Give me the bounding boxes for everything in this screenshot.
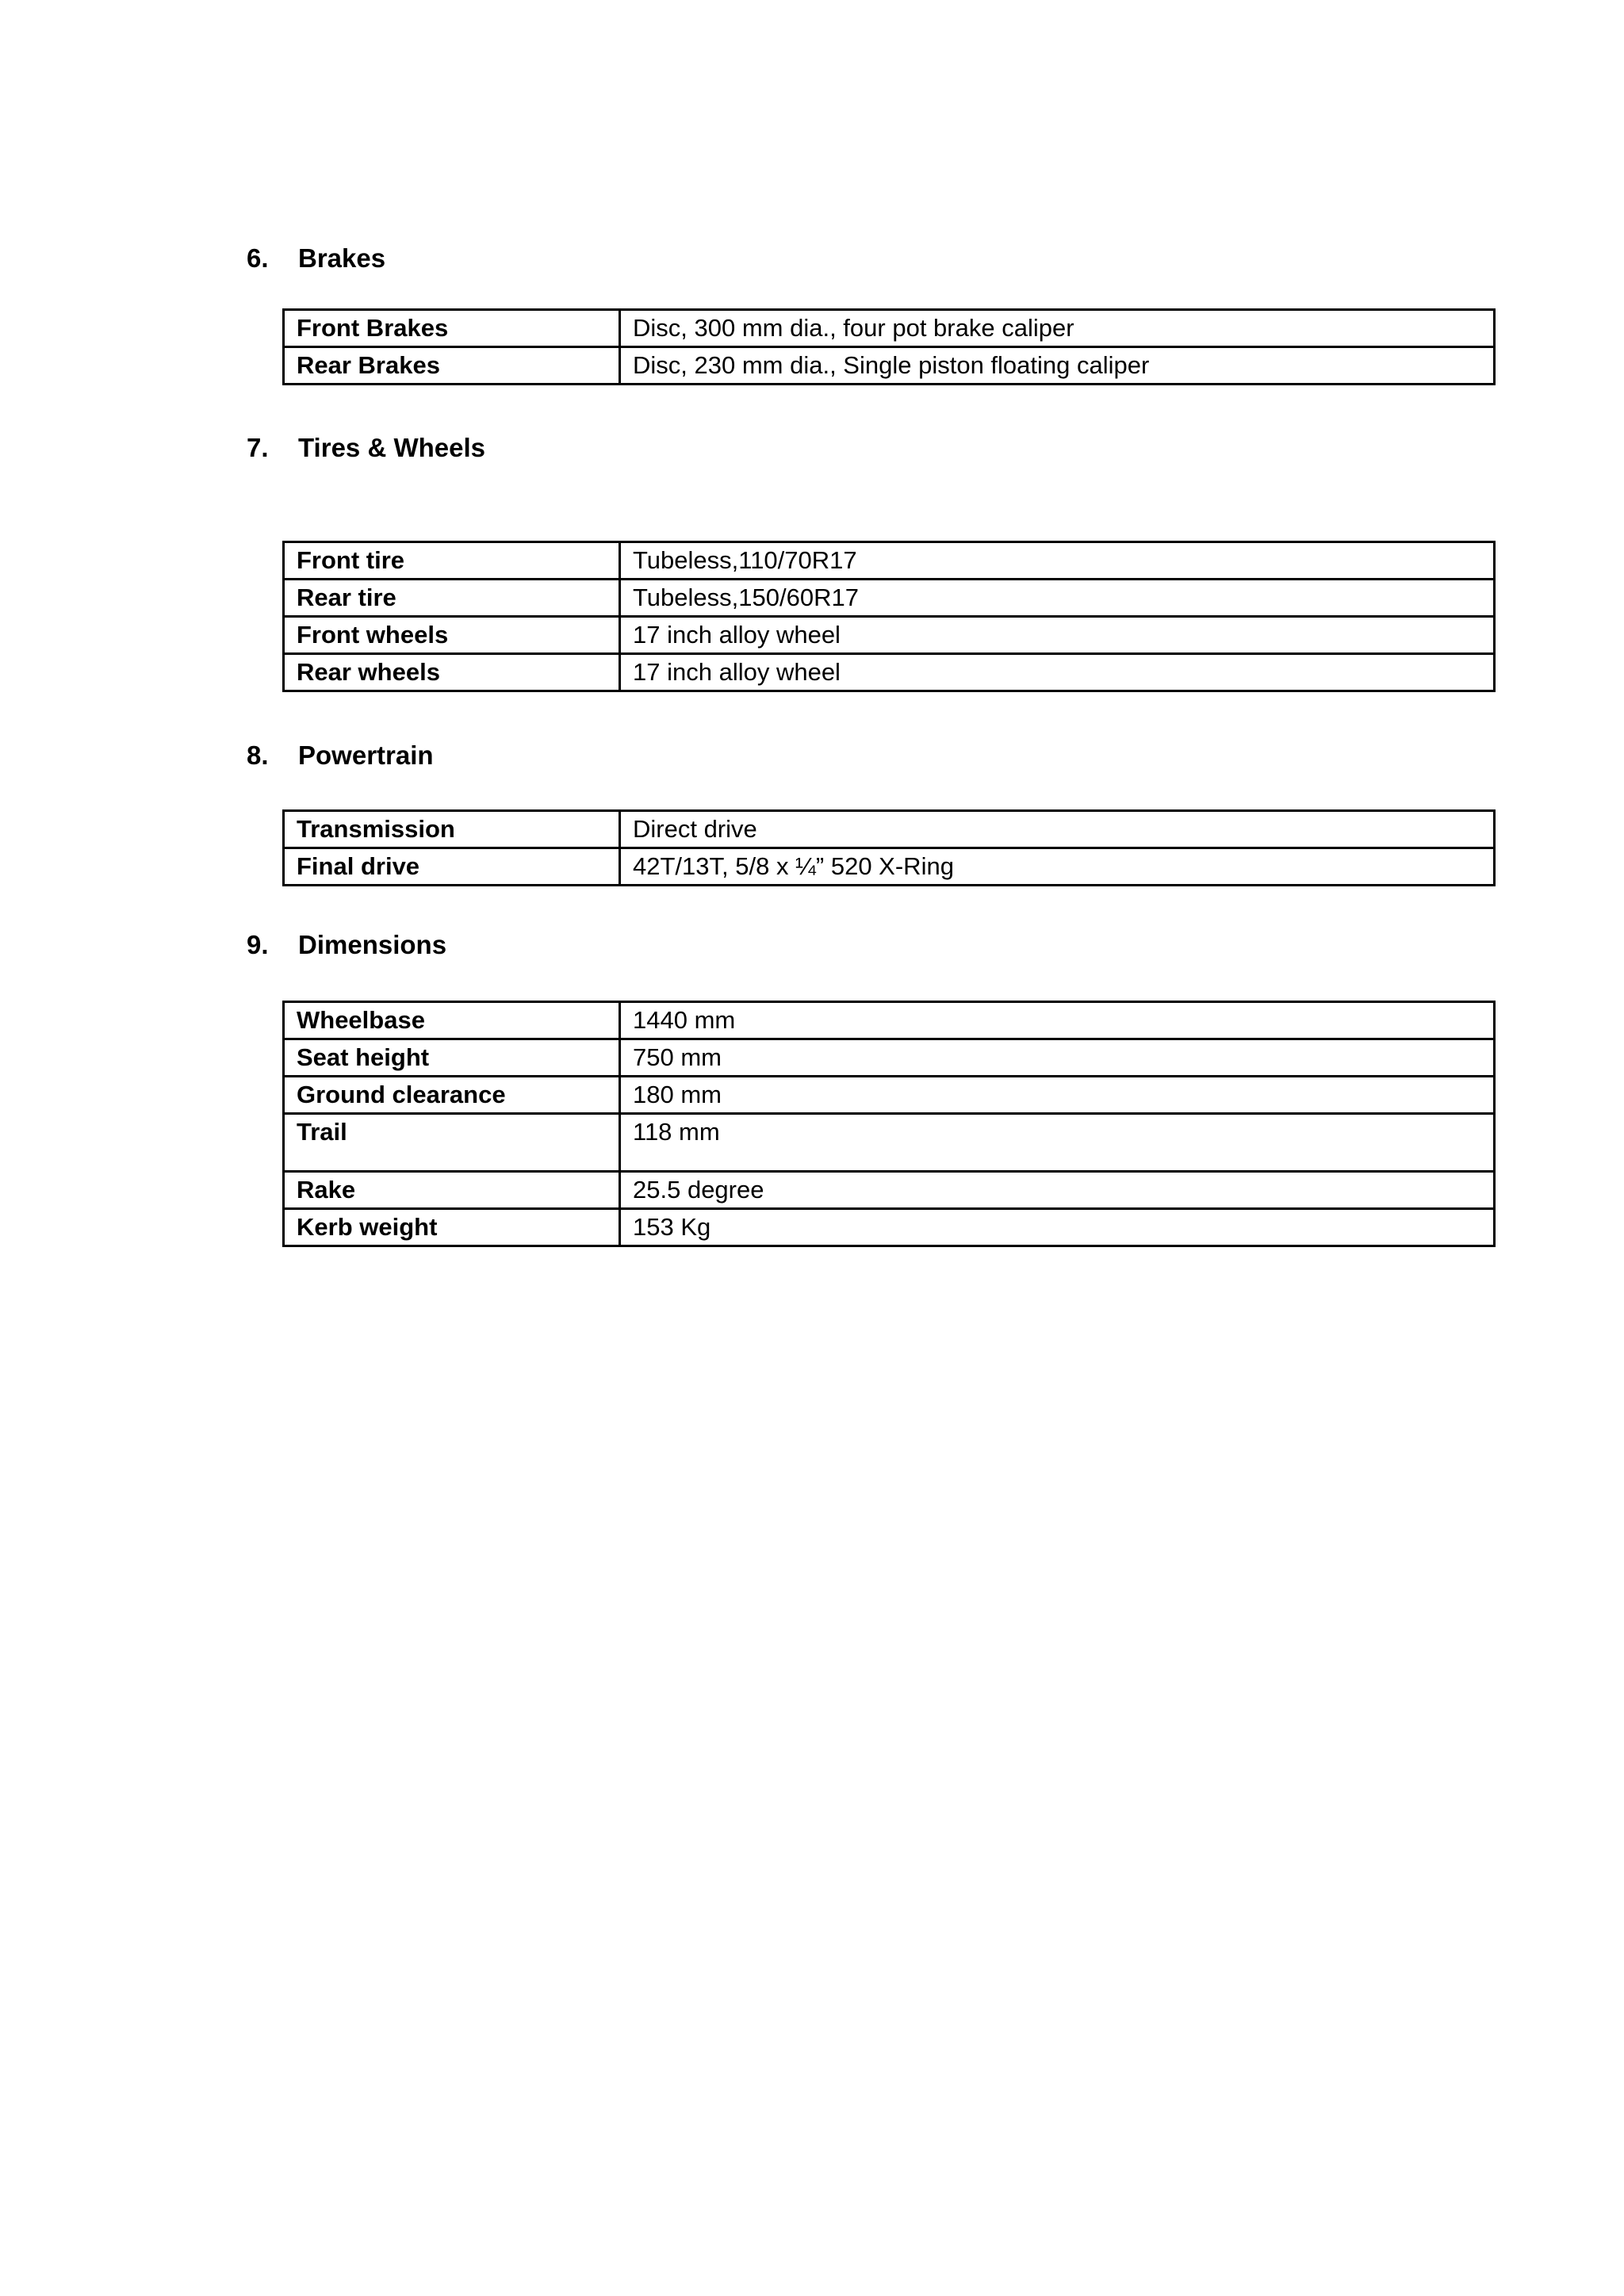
- section-title: Dimensions: [298, 930, 447, 959]
- row-value: 1440 mm: [620, 1002, 1495, 1039]
- table-row: [284, 1114, 1495, 1172]
- section-title: Powertrain: [298, 740, 434, 770]
- section-heading-powertrain: [247, 740, 434, 771]
- section-title: Tires & Wheels: [298, 433, 485, 462]
- row-value: 17 inch alloy wheel: [620, 654, 1495, 691]
- row-label: Front wheels: [284, 617, 620, 654]
- row-label: Transmission: [284, 811, 620, 848]
- row-value: 42T/13T, 5/8 x ¼” 520 X-Ring: [620, 848, 1495, 886]
- table-row: [284, 310, 1495, 347]
- row-value: 750 mm: [620, 1039, 1495, 1077]
- row-label: Rear wheels: [284, 654, 620, 691]
- row-value: 25.5 degree: [620, 1172, 1495, 1209]
- dimensions-table: [282, 1001, 1496, 1247]
- row-value: Disc, 230 mm dia., Single piston floating caliper: [620, 347, 1495, 385]
- section-number: 6.: [247, 243, 269, 273]
- row-value: 118 mm: [620, 1114, 1495, 1172]
- row-label: Rake: [284, 1172, 620, 1209]
- section-heading-tires-wheels: [247, 432, 485, 464]
- table-row: [284, 654, 1495, 691]
- table-row: [284, 347, 1495, 385]
- table-row: [284, 848, 1495, 886]
- table-row: [284, 1209, 1495, 1246]
- row-label: Ground clearance: [284, 1077, 620, 1114]
- row-value: 153 Kg: [620, 1209, 1495, 1246]
- row-label: Rear Brakes: [284, 347, 620, 385]
- table-row: [284, 542, 1495, 580]
- section-number: 7.: [247, 433, 269, 462]
- row-label: Seat height: [284, 1039, 620, 1077]
- row-value: 180 mm: [620, 1077, 1495, 1114]
- row-label: Final drive: [284, 848, 620, 886]
- table-row: [284, 617, 1495, 654]
- brakes-table: [282, 308, 1496, 385]
- tires-wheels-table: [282, 541, 1496, 692]
- section-heading-brakes: [247, 243, 385, 274]
- table-row: [284, 1002, 1495, 1039]
- table-row: [284, 811, 1495, 848]
- table-row: [284, 1039, 1495, 1077]
- table-row: [284, 1172, 1495, 1209]
- section-number: 8.: [247, 740, 269, 770]
- table-row: [284, 580, 1495, 617]
- row-label: Rear tire: [284, 580, 620, 617]
- row-value: Tubeless,110/70R17: [620, 542, 1495, 580]
- row-value: 17 inch alloy wheel: [620, 617, 1495, 654]
- row-label: Wheelbase: [284, 1002, 620, 1039]
- row-value: Direct drive: [620, 811, 1495, 848]
- row-value: Disc, 300 mm dia., four pot brake caliper: [620, 310, 1495, 347]
- row-label: Trail: [284, 1114, 620, 1172]
- section-title: Brakes: [298, 243, 386, 273]
- section-heading-dimensions: [247, 929, 446, 961]
- section-number: 9.: [247, 930, 269, 959]
- row-label: Front Brakes: [284, 310, 620, 347]
- row-value: Tubeless,150/60R17: [620, 580, 1495, 617]
- table-row: [284, 1077, 1495, 1114]
- powertrain-table: [282, 809, 1496, 886]
- row-label: Kerb weight: [284, 1209, 620, 1246]
- row-label: Front tire: [284, 542, 620, 580]
